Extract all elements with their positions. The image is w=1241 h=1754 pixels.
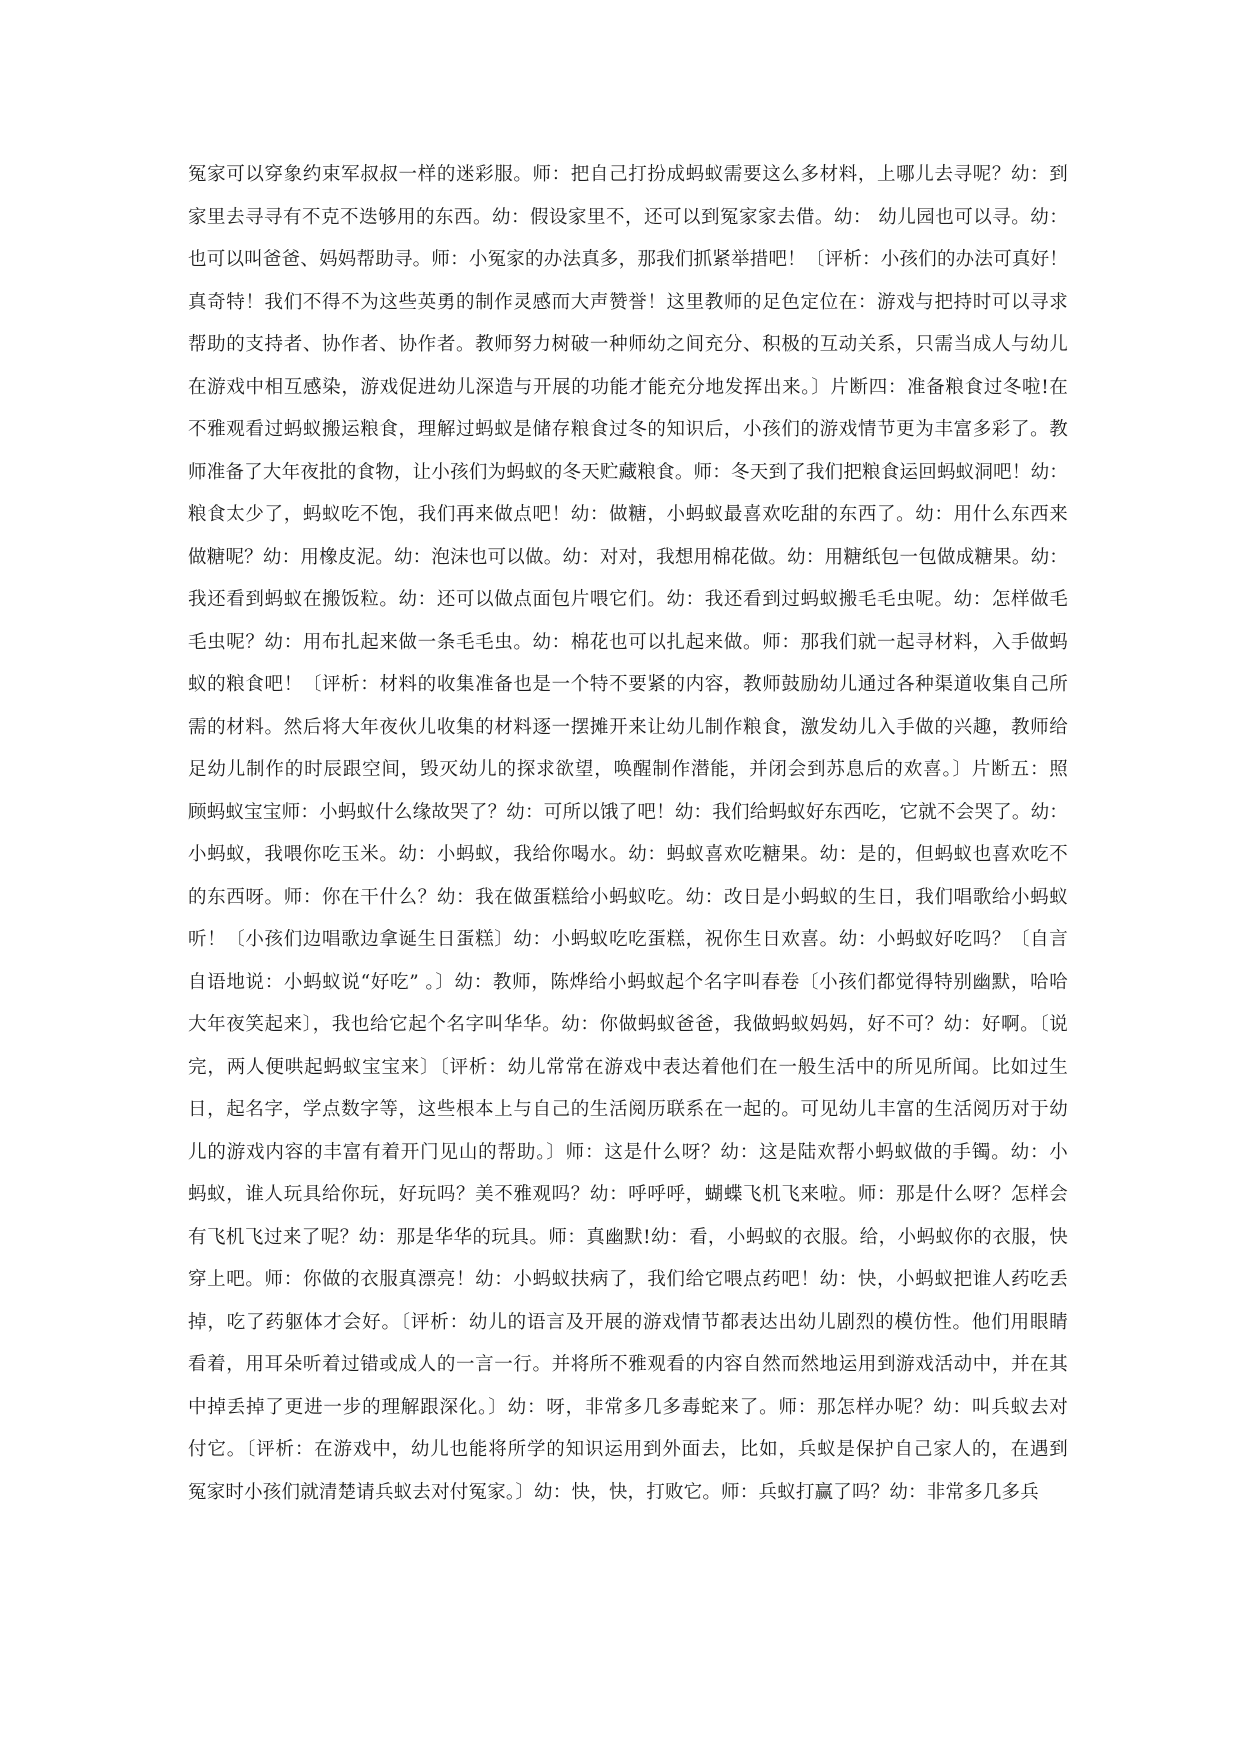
text-line-22: 完，两人便哄起蚂蚁宝宝来〕〔评析：幼儿常常在游戏中表达着他们在一般生活中的所见所闻。比如过生 <box>188 1056 1068 1078</box>
text-line-12: 毛虫呢？幼：用布扎起来做一条毛毛虫。幼：棉花也可以扎起来做。师：那我们就一起寻材料，入手做蚂 <box>188 631 1068 653</box>
text-line-8: 师准备了大年夜批的食物，让小孩们为蚂蚁的冬天贮藏粮食。师：冬天到了我们把粮食运回蚂蚁洞吧！幼： <box>188 461 1068 483</box>
text-line-14: 需的材料。然后将大年夜伙儿收集的材料逐一摆摊开来让幼儿制作粮食，激发幼儿入手做的兴趣，教师给 <box>188 716 1068 738</box>
text-line-31: 付它。〔评析：在游戏中，幼儿也能将所学的知识运用到外面去，比如，兵蚁是保护自己家人的，在遇到 <box>188 1439 1068 1460</box>
text-line-16: 顾蚂蚁宝宝师：小蚂蚁什么缘故哭了？幼：可所以饿了吧！幼：我们给蚂蚁好东西吃，它就不会哭了。幼： <box>188 801 1068 823</box>
text-line-20: 自语地说：小蚂蚁说“好吃” 。〕幼：教师，陈烨给小蚂蚁起个名字叫春卷〔小孩们都觉得特别幽默，哈哈 <box>188 971 1068 993</box>
text-line-3: 也可以叫爸爸、妈妈帮助寻。师：小冤家的办法真多，那我们抓紧举措吧！〔评析：小孩们的办法可真好！ <box>188 249 1068 270</box>
text-line-24: 儿的游戏内容的丰富有着开门见山的帮助。〕师：这是什么呀？幼：这是陆欢帮小蚂蚁做的手镯。幼：小 <box>188 1141 1068 1163</box>
text-line-28: 掉，吃了药躯体才会好。〔评析：幼儿的语言及开展的游戏情节都表达出幼儿剧烈的模仿性。他们用眼睛 <box>188 1311 1068 1333</box>
body-text <box>188 154 1068 1514</box>
text-line-7: 不雅观看过蚂蚁搬运粮食，理解过蚂蚁是储存粮食过冬的知识后，小孩们的游戏情节更为丰富多彩了。教 <box>188 419 1068 440</box>
text-line-10: 做糖呢？幼：用橡皮泥。幼：泡沫也可以做。幼：对对，我想用棉花做。幼：用糖纸包一包做成糖果。幼： <box>188 546 1068 568</box>
text-line-6: 在游戏中相互感染，游戏促进幼儿深造与开展的功能才能充分地发挥出来。〕片断四：准备粮食过冬啦!在 <box>188 376 1068 398</box>
text-line-13: 蚁的粮食吧！〔评析：材料的收集准备也是一个特不要紧的内容，教师鼓励幼儿通过各种渠道收集自己所 <box>188 674 1068 695</box>
text-line-11: 我还看到蚂蚁在搬饭粒。幼：还可以做点面包片喂它们。幼：我还看到过蚂蚁搬毛毛虫呢。幼：怎样做毛 <box>188 589 1068 610</box>
text-line-29: 看着，用耳朵听着过错或成人的一言一行。并将所不雅观看的内容自然而然地运用到游戏活动中，并在其 <box>188 1354 1068 1375</box>
text-line-19: 听！〔小孩们边唱歌边拿诞生日蛋糕〕幼：小蚂蚁吃吃蛋糕，祝你生日欢喜。幼：小蚂蚁好吃吗？〔自言 <box>188 929 1068 950</box>
text-line-25: 蚂蚁，谁人玩具给你玩，好玩吗？美不雅观吗？幼：呼呼呼，蝴蝶飞机飞来啦。师：那是什么呀？怎样会 <box>188 1184 1068 1205</box>
text-line-23: 日，起名字，学点数字等，这些根本上与自己的生活阅历联系在一起的。可见幼儿丰富的生活阅历对于幼 <box>188 1099 1068 1120</box>
text-line-1: 冤家可以穿象约束军叔叔一样的迷彩服。师：把自己打扮成蚂蚁需要这么多材料，上哪儿去寻呢？幼：到 <box>188 164 1068 185</box>
text-line-5: 帮助的支持者、协作者、协作者。教师努力树破一种师幼之间充分、积极的互动关系，只需当成人与幼儿 <box>188 334 1068 355</box>
text-line-4: 真奇特！我们不得不为这些英勇的制作灵感而大声赞誉！这里教师的足色定位在：游戏与把持时可以寻求 <box>188 291 1068 313</box>
text-line-27: 穿上吧。师：你做的衣服真漂亮！幼：小蚂蚁扶病了，我们给它喂点药吧！幼：快，小蚂蚁把谁人药吃丢 <box>188 1269 1068 1290</box>
text-line-21: 大年夜笑起来〕，我也给它起个名字叫华华。幼：你做蚂蚁爸爸，我做蚂蚁妈妈，好不可？幼：好啊。〔说 <box>188 1014 1068 1035</box>
text-line-30: 中掉丢掉了更进一步的理解跟深化。〕幼：呀，非常多几多毒蛇来了。师：那怎样办呢？幼：叫兵蚁去对 <box>188 1396 1068 1418</box>
text-line-15: 足幼儿制作的时辰跟空间，毁灭幼儿的探求欲望，唤醒制作潜能，并闭会到苏息后的欢喜。〕片断五：照 <box>188 759 1068 780</box>
text-line-17: 小蚂蚁，我喂你吃玉米。幼：小蚂蚁，我给你喝水。幼：蚂蚁喜欢吃糖果。幼：是的，但蚂蚁也喜欢吃不 <box>188 844 1068 865</box>
text-line-18: 的东西呀。师：你在干什么？幼：我在做蛋糕给小蚂蚁吃。幼：改日是小蚂蚁的生日，我们唱歌给小蚂蚁 <box>188 886 1068 908</box>
text-line-9: 粮食太少了，蚂蚁吃不饱，我们再来做点吧！幼：做糖，小蚂蚁最喜欢吃甜的东西了。幼：用什么东西来 <box>188 504 1068 525</box>
text-line-2: 家里去寻寻有不克不迭够用的东西。幼：假设家里不，还可以到冤家家去借。幼： 幼儿园也可以寻。幼： <box>188 206 1068 228</box>
text-line-26: 有飞机飞过来了呢？幼：那是华华的玩具。师：真幽默!幼：看，小蚂蚁的衣服。给，小蚂蚁你的衣服，快 <box>188 1226 1068 1248</box>
text-line-32: 冤家时小孩们就清楚请兵蚁去对付冤家。〕幼：快，快，打败它。师：兵蚁打赢了吗？幼：非常多几多兵 <box>188 1481 1039 1503</box>
